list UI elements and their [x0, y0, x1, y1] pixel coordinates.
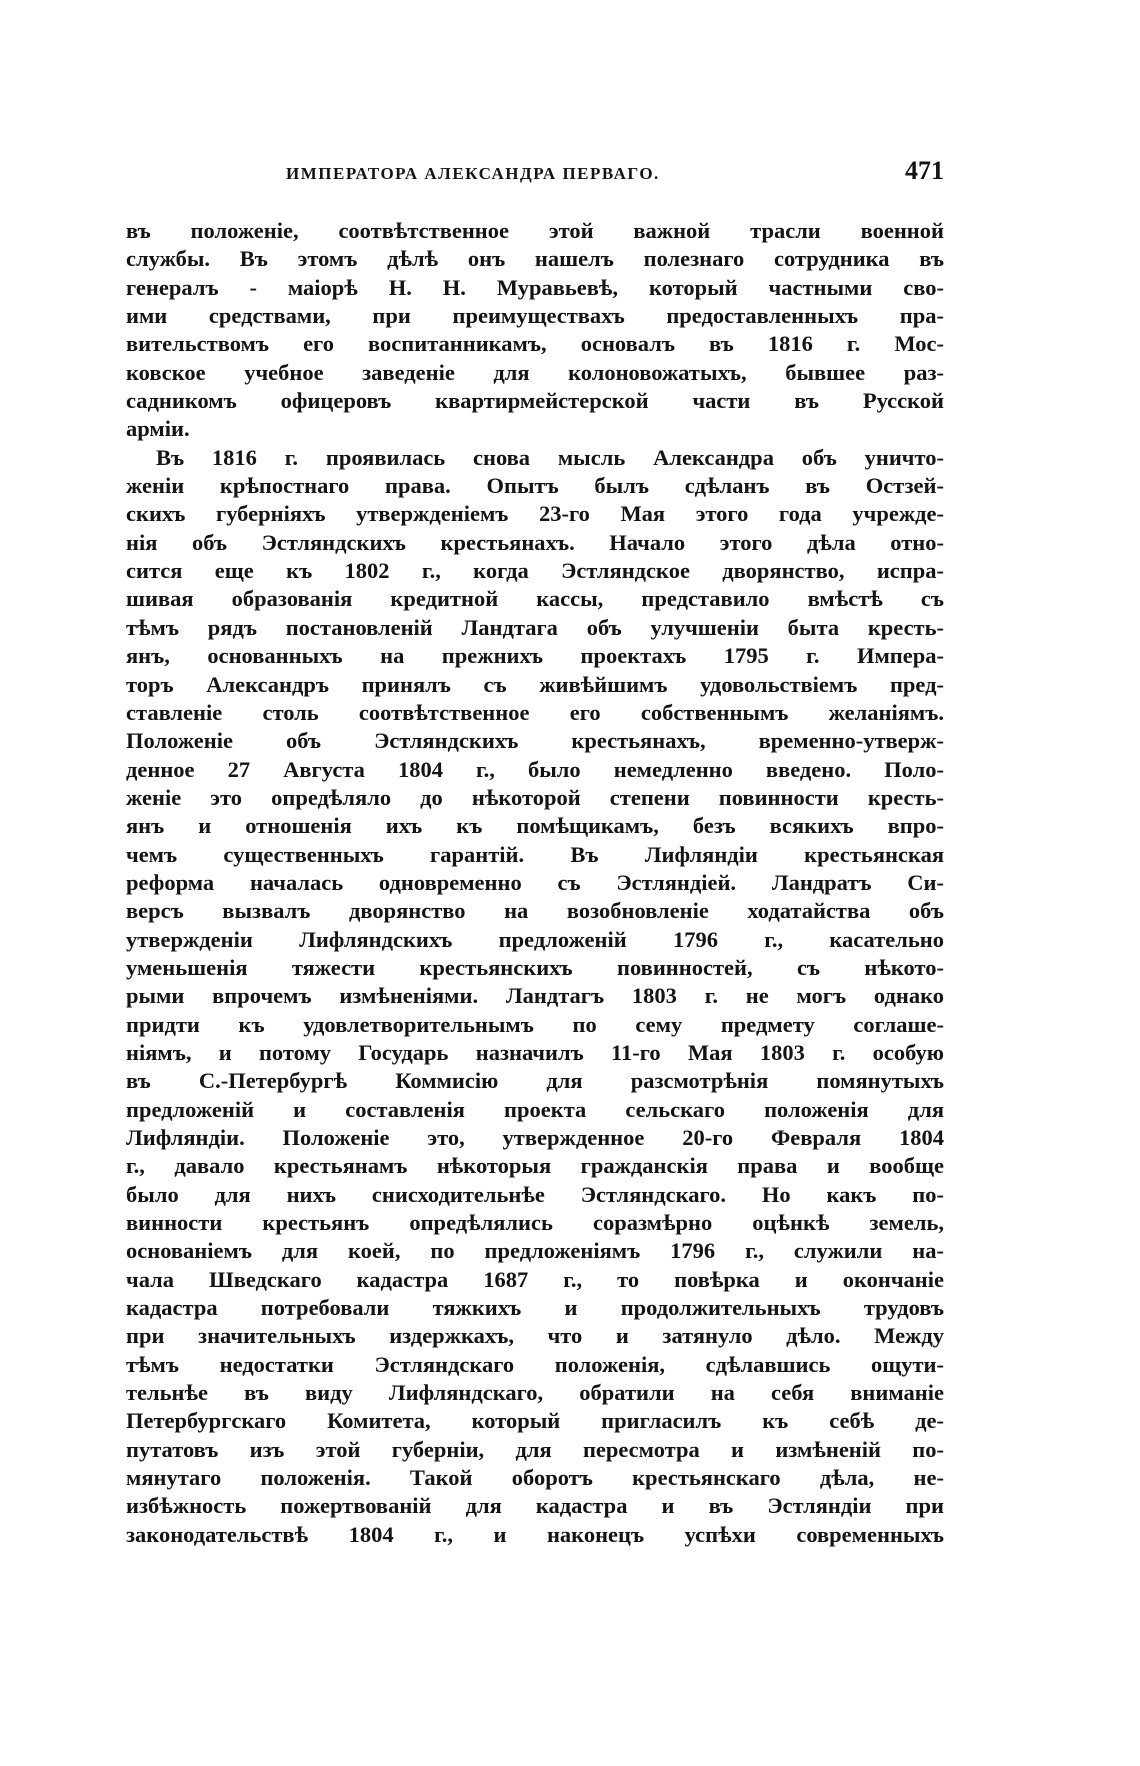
- text-line: путатовъ изъ этой губерніи, для пересмотра и измѣненій по-: [126, 1436, 944, 1462]
- text-line: рыми впрочемъ измѣненіями. Ландтагъ 1803 г. не могъ однако: [126, 983, 944, 1009]
- running-head: [126, 156, 944, 196]
- text-line: женіе это опредѣляло до нѣкоторой степени повинности кресть-: [126, 784, 944, 810]
- text-line: основаніемъ для коей, по предложеніямъ 1796 г., служили на-: [126, 1238, 944, 1264]
- text-line: тѣмъ недостатки Эстляндскаго положенія, сдѣлавшись ощути-: [126, 1351, 944, 1377]
- text-line: ковское учебное заведеніе для колоновожатыхъ, бывшее раз-: [126, 359, 944, 385]
- text-line: чемъ существенныхъ гарантій. Въ Лифляндіи крестьянская: [126, 841, 944, 867]
- text-line: предложеній и составленія проекта сельскаго положенія для: [126, 1096, 944, 1122]
- text-line: версъ вызвалъ дворянство на возобновленіе ходатайства объ: [126, 898, 944, 924]
- text-line: въ С.-Петербургѣ Коммисію для разсмотрѣнія помянутыхъ: [126, 1068, 944, 1094]
- text-line: Петербургскаго Комитета, который пригласилъ къ себѣ де-: [126, 1408, 944, 1434]
- text-line: кадастра потребовали тяжкихъ и продолжительныхъ трудовъ: [126, 1295, 944, 1321]
- text-line: уменьшенія тяжести крестьянскихъ повинностей, съ нѣкото-: [126, 954, 944, 980]
- text-line: садникомъ офицеровъ квартирмейстерской части въ Русской: [126, 388, 944, 414]
- text-line: генералъ - маіорѣ Н. Н. Муравьевѣ, который частными сво-: [126, 274, 944, 300]
- text-line: скихъ губерніяхъ утвержденіемъ 23-го Мая этого года учрежде-: [126, 501, 944, 527]
- text-line: службы. Въ этомъ дѣлѣ онъ нашелъ полезнаго сотрудника въ: [126, 246, 944, 272]
- text-line: придти къ удовлетворительнымъ по сему предмету соглаше-: [126, 1011, 944, 1037]
- text-line: ими средствами, при преимуществахъ предоставленныхъ пра-: [126, 303, 944, 329]
- text-line: ніямъ, и потому Государь назначилъ 11-го Мая 1803 г. особую: [126, 1039, 944, 1065]
- text-line: женіи крѣпостнаго права. Опытъ былъ сдѣланъ въ Остзей-: [126, 473, 944, 499]
- text-line: янъ, основанныхъ на прежнихъ проектахъ 1795 г. Импера-: [126, 643, 944, 669]
- text-line: янъ и отношенія ихъ къ помѣщикамъ, безъ всякихъ впро-: [126, 813, 944, 839]
- text-line: г., давало крестьянамъ нѣкоторыя гражданскія права и вообще: [126, 1153, 944, 1179]
- text-line: арміи.: [126, 416, 190, 442]
- text-line: шивая образованія кредитной кассы, представило вмѣстѣ съ: [126, 586, 944, 612]
- text-line: Въ 1816 г. проявилась снова мысль Александра объ уничто-: [156, 444, 944, 470]
- body-text: [126, 217, 944, 1717]
- text-line: торъ Александръ принялъ съ живѣйшимъ удовольствіемъ пред-: [126, 671, 944, 697]
- page-number: 471: [905, 156, 944, 185]
- text-line: денное 27 Августа 1804 г., было немедленно введено. Поло-: [126, 756, 944, 782]
- text-line: вительствомъ его воспитанникамъ, основалъ въ 1816 г. Мос-: [126, 331, 944, 357]
- text-line: мянутаго положенія. Такой оборотъ крестьянскаго дѣла, не-: [126, 1465, 944, 1491]
- text-line: избѣжность пожертвованій для кадастра и въ Эстляндіи при: [126, 1493, 944, 1519]
- text-line: въ положеніе, соотвѣтственное этой важной трасли военной: [126, 218, 944, 243]
- text-line: нія объ Эстляндскихъ крестьянахъ. Начало этого дѣла отно-: [126, 529, 944, 555]
- text-line: Положеніе объ Эстляндскихъ крестьянахъ, временно-утверж-: [126, 728, 944, 754]
- running-title: ИМПЕРАТОРА АЛЕКСАНДРА ПЕРВАГО.: [286, 164, 660, 183]
- text-line: чала Шведскаго кадастра 1687 г., то повѣрка и окончаніе: [126, 1266, 944, 1292]
- text-line: при значительныхъ издержкахъ, что и затянуло дѣло. Между: [126, 1323, 944, 1349]
- text-line: тельнѣе въ виду Лифляндскаго, обратили на себя вниманіе: [126, 1380, 944, 1406]
- text-line: реформа началась одновременно съ Эстляндіей. Ландратъ Си-: [126, 869, 944, 895]
- text-line: законодательствѣ 1804 г., и наконецъ успѣхи современныхъ: [126, 1521, 944, 1547]
- text-line: сится еще къ 1802 г., когда Эстляндское дворянство, испра-: [126, 558, 944, 584]
- text-line: тѣмъ рядъ постановленій Ландтага объ улучшеніи быта кресть-: [126, 614, 944, 640]
- text-line: утвержденіи Лифляндскихъ предложеній 1796 г., касательно: [126, 926, 944, 952]
- text-line: ставленіе столь соотвѣтственное его собственнымъ желаніямъ.: [126, 699, 944, 725]
- text-line: Лифляндіи. Положеніе это, утвержденное 20-го Февраля 1804: [126, 1125, 944, 1150]
- text-line: было для нихъ снисходительнѣе Эстляндскаго. Но какъ по-: [126, 1181, 944, 1207]
- text-line: винности крестьянъ опредѣлялись соразмѣрно оцѣнкѣ земель,: [126, 1210, 944, 1236]
